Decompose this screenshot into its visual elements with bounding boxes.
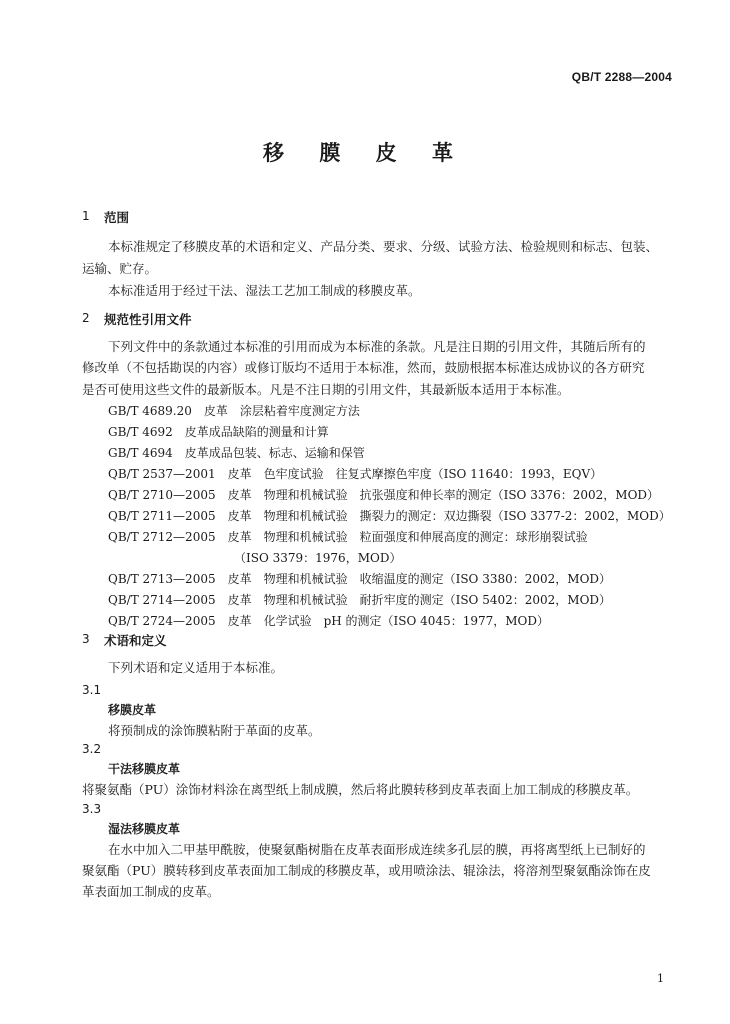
reference-item-continuation: （ISO 3379：1976，MOD） xyxy=(234,551,402,565)
term-definition: 将聚氨酯（PU）涂饰材料涂在离型纸上制成膜，然后将此膜转移到皮革表面上加工制成的移膜皮革。 xyxy=(82,782,639,797)
term-definition: 将预制成的涂饰膜粘附于革面的皮革。 xyxy=(108,723,321,738)
scope-paragraph-line: 运输、贮存。 xyxy=(82,261,158,276)
refs-intro-line: 下列文件中的条款通过本标准的引用而成为本标准的条款。凡是注日期的引用文件，其随后所有的 xyxy=(108,339,646,354)
reference-item: QB/T 2537—2001 皮革 色牢度试验 往复式摩擦色牢度（ISO 11640：1993，EQV） xyxy=(108,467,603,481)
section-2-title: 规范性引用文件 xyxy=(104,312,192,327)
section-3-number: 3 xyxy=(82,632,90,646)
document-code: QB/T 2288—2004 xyxy=(571,70,672,84)
document-title: 移 膜 皮 革 xyxy=(263,141,467,165)
term-definition: 在水中加入二甲基甲酰胺，使聚氨酯树脂在皮革表面形成连续多孔层的膜，再将离型纸上已制好的 xyxy=(108,842,646,857)
reference-item: QB/T 2714—2005 皮革 物理和机械试验 耐折牢度的测定（ISO 5402：2002，MOD） xyxy=(108,593,612,607)
section-1-title: 范围 xyxy=(104,210,130,225)
term-definition: 革表面加工制成的皮革。 xyxy=(82,884,220,899)
page-number: 1 xyxy=(657,972,664,985)
refs-intro-line: 修改单（不包括勘误的内容）或修订版均不适用于本标准，然而，鼓励根据本标准达成协议的各方研究 xyxy=(82,360,645,375)
refs-intro-line: 是否可使用这些文件的最新版本。凡是不注日期的引用文件，其最新版本适用于本标准。 xyxy=(82,382,570,397)
reference-item: GB/T 4689.20 皮革 涂层粘着牢度测定方法 xyxy=(108,404,360,418)
scope-paragraph-line: 本标准规定了移膜皮革的术语和定义、产品分类、要求、分级、试验方法、检验规则和标志、包装、 xyxy=(108,239,659,254)
term-name: 干法移膜皮革 xyxy=(108,762,181,776)
reference-item: QB/T 2711—2005 皮革 物理和机械试验 撕裂力的测定：双边撕裂（ISO 3377-2：2002，MOD） xyxy=(108,509,671,523)
terms-intro: 下列术语和定义适用于本标准。 xyxy=(108,660,284,675)
term-name: 移膜皮革 xyxy=(108,703,157,717)
reference-item: QB/T 2710—2005 皮革 物理和机械试验 抗张强度和伸长率的测定（ISO 3376：2002，MOD） xyxy=(108,488,660,502)
term-definition: 聚氨酯（PU）膜转移到皮革表面加工制成的移膜皮革，或用喷涂法、辊涂法，将溶剂型聚氨酯涂饰在皮 xyxy=(82,863,651,878)
reference-item: GB/T 4692 皮革成品缺陷的测量和计算 xyxy=(108,425,329,439)
scope-paragraph-line: 本标准适用于经过干法、湿法工艺加工制成的移膜皮革。 xyxy=(108,283,421,298)
term-number: 3.1 xyxy=(82,683,102,697)
reference-item: GB/T 4694 皮革成品包装、标志、运输和保管 xyxy=(108,446,365,460)
term-number: 3.3 xyxy=(82,802,102,816)
term-number: 3.2 xyxy=(82,742,102,756)
reference-item: QB/T 2713—2005 皮革 物理和机械试验 收缩温度的测定（ISO 3380：2002，MOD） xyxy=(108,572,612,586)
reference-item: QB/T 2724—2005 皮革 化学试验 pH 的测定（ISO 4045：1977，MOD） xyxy=(108,614,549,628)
reference-item: QB/T 2712—2005 皮革 物理和机械试验 粒面强度和伸展高度的测定：球形崩裂试验 xyxy=(108,530,588,544)
term-name: 湿法移膜皮革 xyxy=(108,822,181,836)
section-3-title: 术语和定义 xyxy=(104,633,167,648)
section-1-number: 1 xyxy=(82,209,90,223)
section-2-number: 2 xyxy=(82,311,90,325)
